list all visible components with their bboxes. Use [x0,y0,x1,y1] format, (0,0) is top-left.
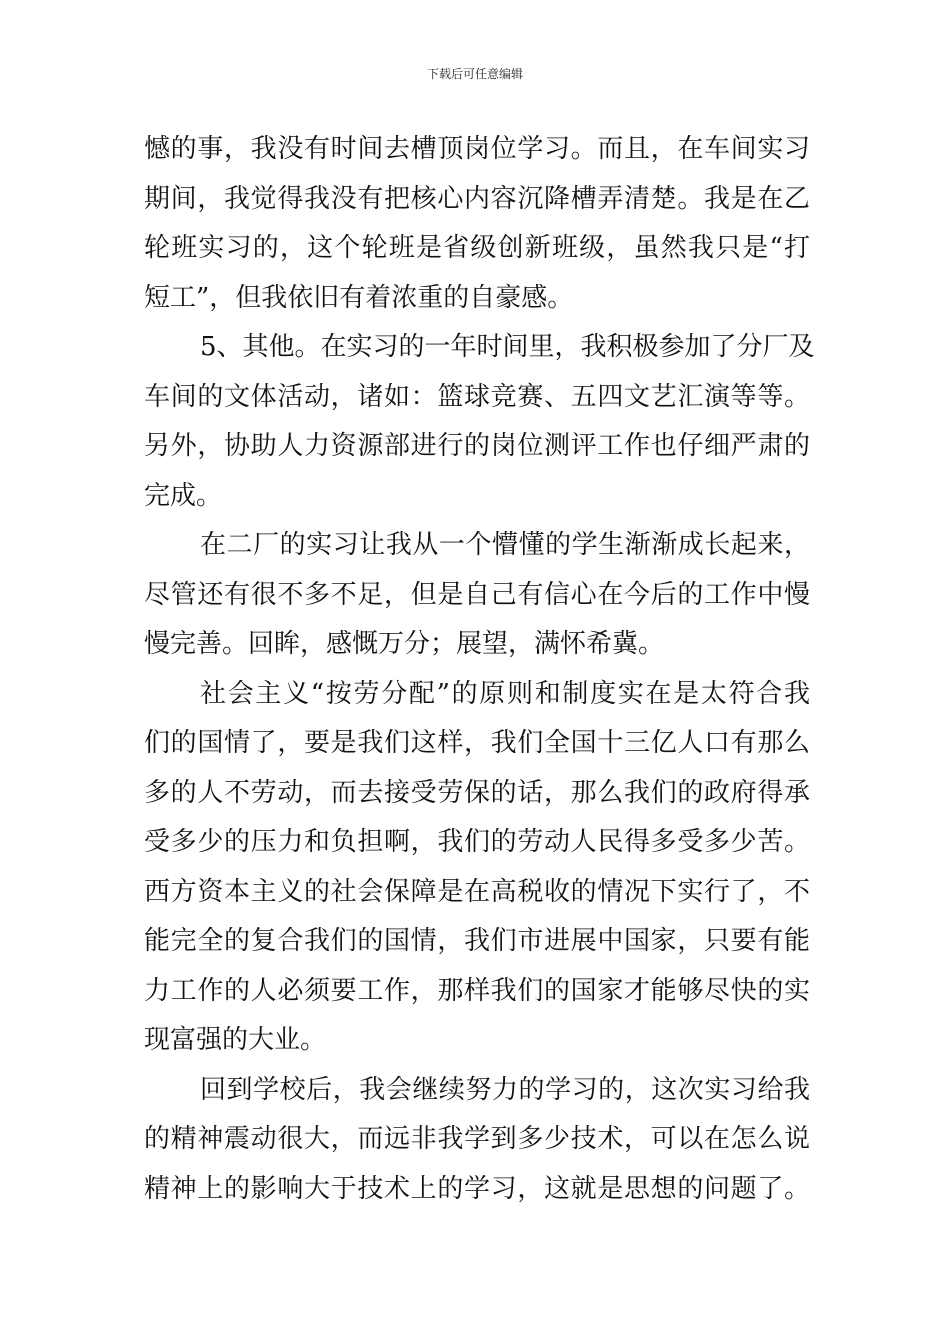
text-line: 受多少的压力和负担啊，我们的劳动人民得多受多少苦。 [144,827,810,857]
text-line: 们的国情了，要是我们这样，我们全国十三亿人口有那么 [144,728,810,758]
paragraph [144,521,810,670]
text-line: 另外，协助人力资源部进行的岗位测评工作也仔细严肃的 [144,431,810,461]
text-line: 车间的文体活动，诸如：篮球竞赛、五四文艺汇演等等。 [144,381,810,412]
text-line: 回到学校后，我会继续努力的学习的，这次实习给我 [200,1074,810,1105]
text-line: 的精神震动很大，而远非我学到多少技术，可以在怎么说 [144,1124,810,1154]
text-line: 能完全的复合我们的国情，我们市进展中国家，只要有能 [144,926,810,956]
text-line: 慢完善。回眸，感慨万分；展望，满怀希冀。 [144,629,665,659]
text-line: 短工”，但我依旧有着浓重的自豪感。 [144,282,574,313]
text-line: 尽管还有很不多不足，但是自己有信心在今后的工作中慢 [144,579,810,610]
page-header: 下载后可任意编辑 [426,67,523,81]
text-line: 完成。 [144,480,223,511]
text-line: 憾的事，我没有时间去槽顶岗位学习。而且，在车间实习 [144,134,810,164]
text-line: 社会主义“按劳分配”的原则和制度实在是太符合我 [200,678,810,709]
paragraph [144,1066,810,1215]
text-line: 期间，我觉得我没有把核心内容沉降槽弄清楚。我是在乙 [144,183,810,214]
paragraph [144,323,815,521]
text-line: 多的人不劳动，而去接受劳保的话，那么我们的政府得承 [144,777,810,808]
paragraph [144,670,810,1066]
text-line: 现富强的大业。 [144,1025,327,1055]
text-line: 轮班实习的，这个轮班是省级创新班级，虽然我只是“打 [144,233,810,263]
text-line: 在二厂的实习让我从一个懵懂的学生渐渐成长起来， [200,530,810,560]
text-line: 精神上的影响大于技术上的学习，这就是思想的问题了。 [144,1173,810,1204]
text-line: 5、其他。在实习的一年时间里，我积极参加了分厂及 [200,332,815,362]
text-line: 西方资本主义的社会保障是在高税收的情况下实行了，不 [144,876,810,907]
document-body [144,125,815,1214]
text-line: 力工作的人必须要工作，那样我们的国家才能够尽快的实 [144,975,810,1006]
paragraph [144,125,810,323]
